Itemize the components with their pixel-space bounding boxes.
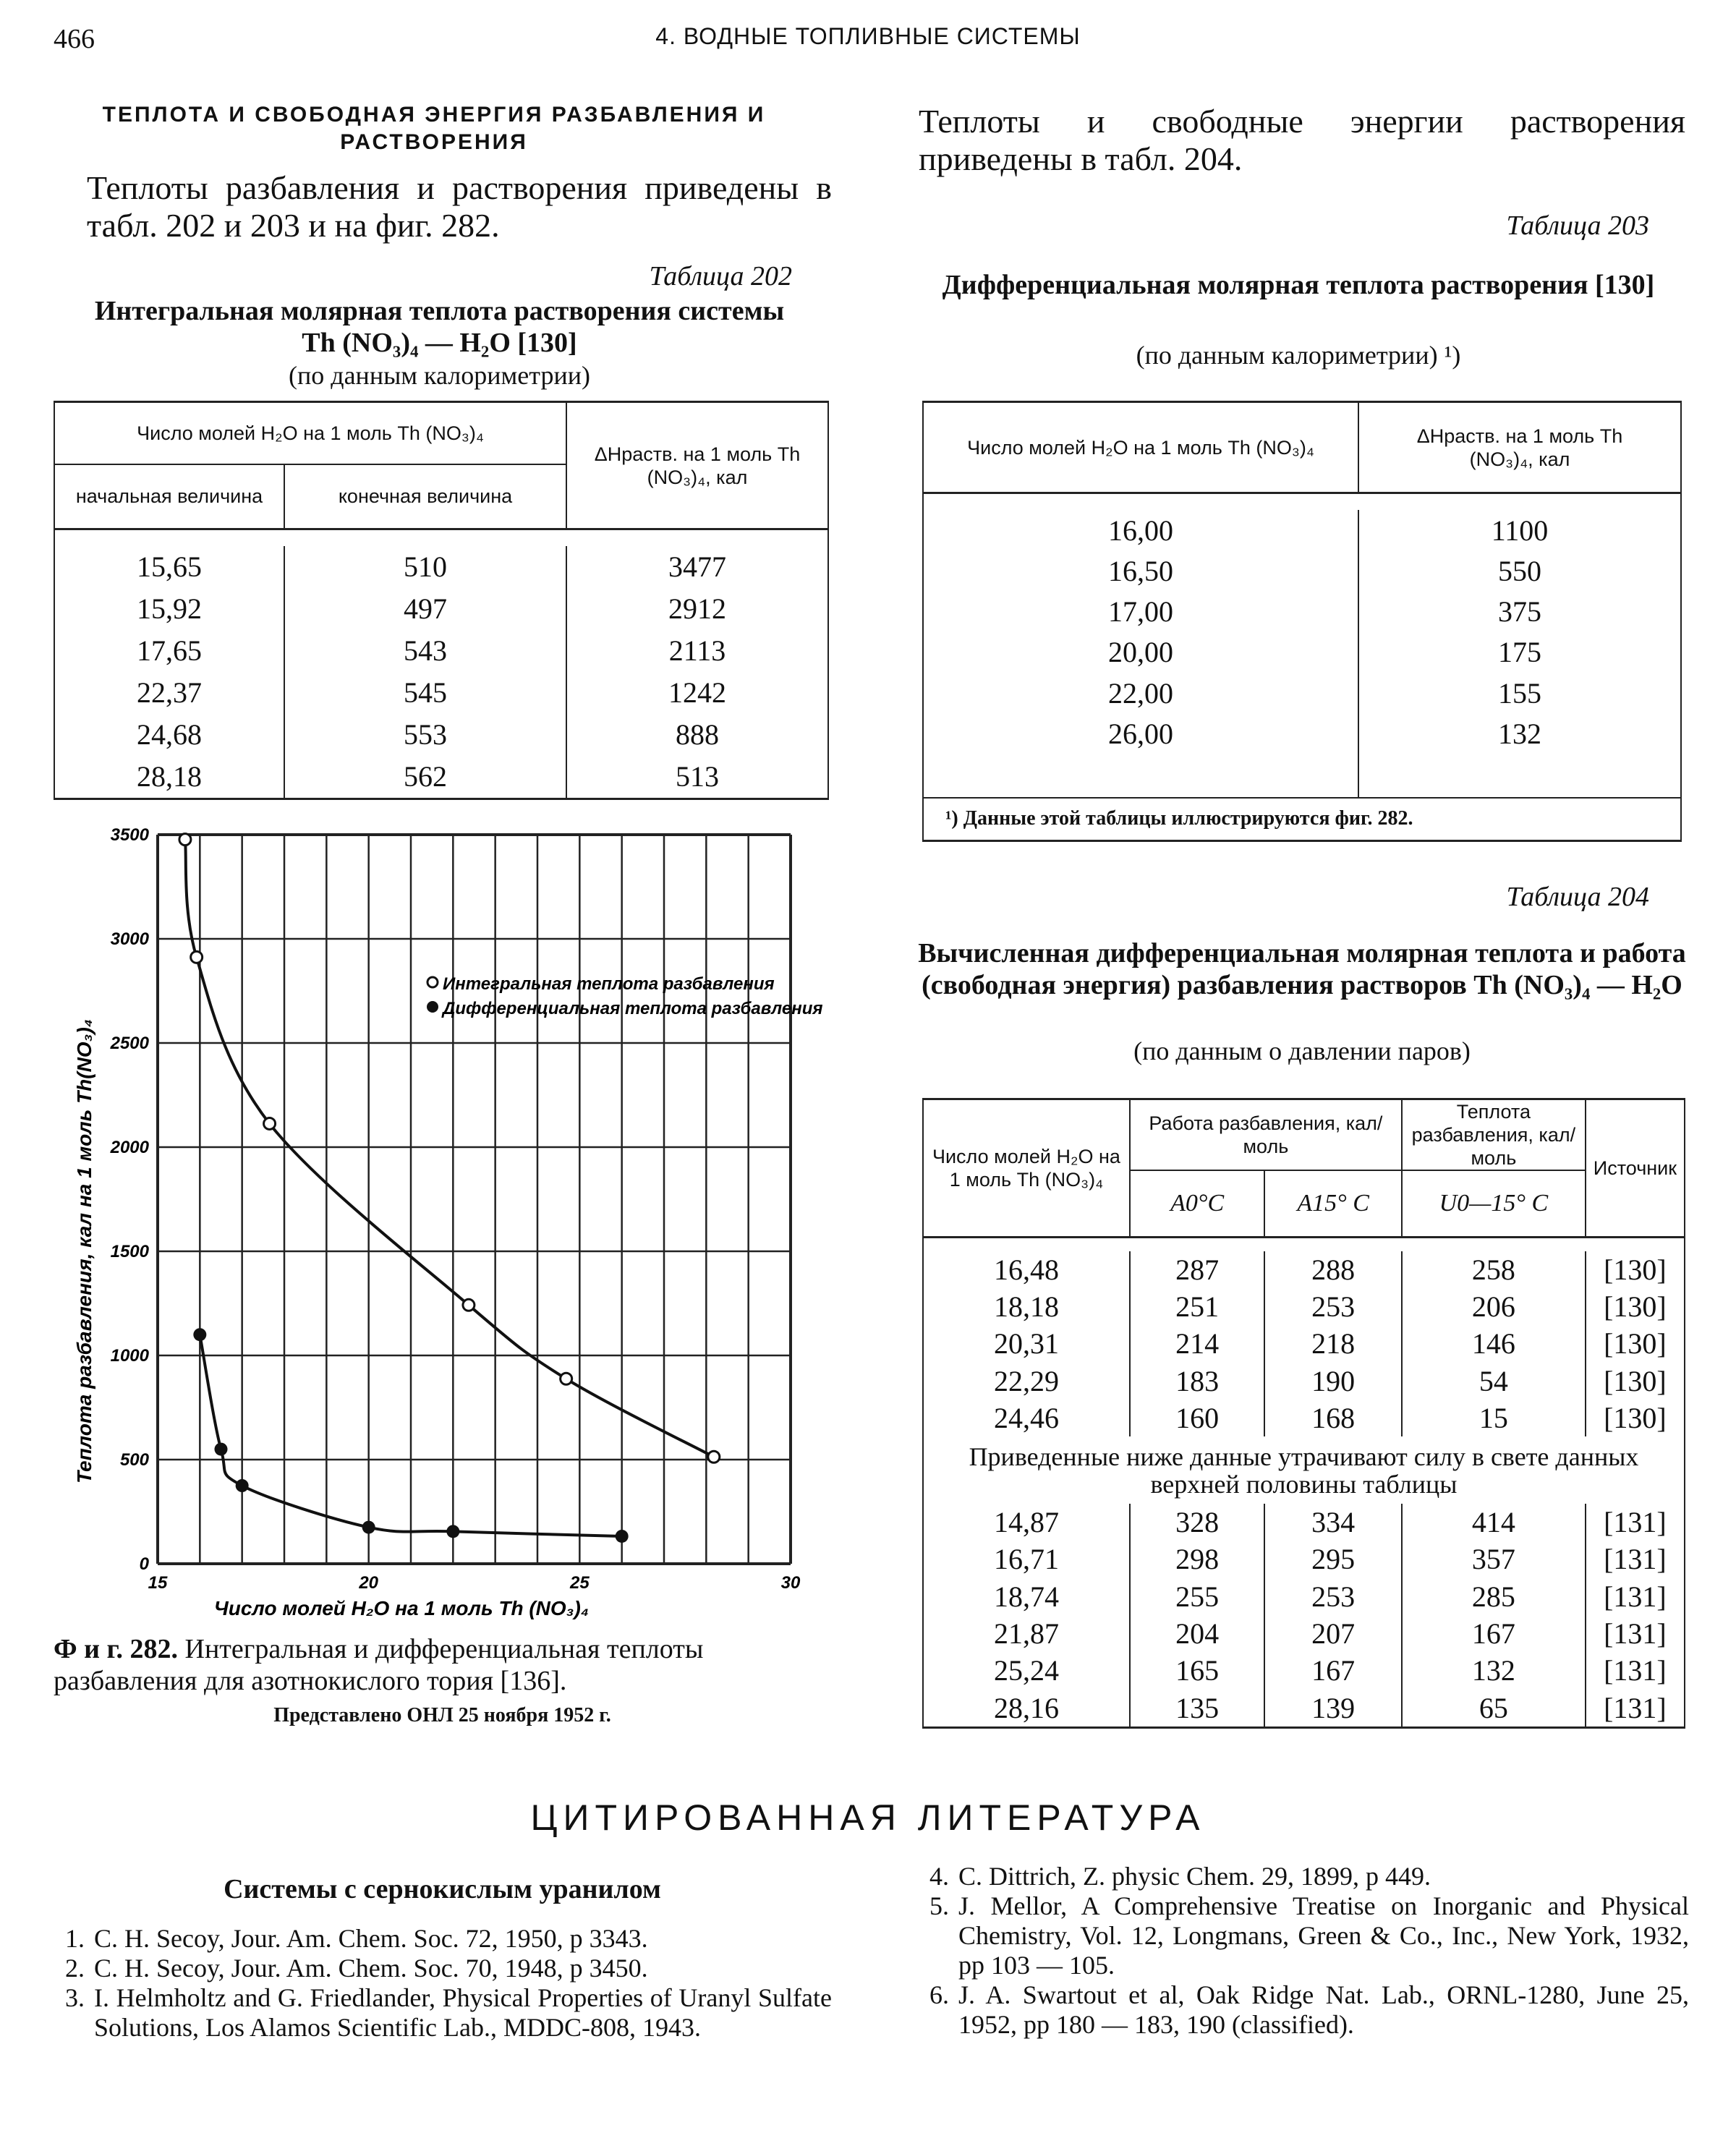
table-204	[922, 1098, 1685, 1729]
references-subheading: Системы с сернокислым уранилом	[224, 1874, 661, 1904]
x-tick-label: 15	[148, 1573, 168, 1593]
integral-point	[191, 951, 203, 963]
table202-label: Таблица 202	[649, 261, 792, 291]
x-tick-label: 25	[569, 1573, 590, 1593]
y-tick-label: 2500	[110, 1034, 149, 1053]
figure-caption-label: Ф и г. 282.	[54, 1634, 179, 1664]
x-tick-label: 30	[780, 1573, 801, 1593]
table-row: 18,18 251 253 206 [130]	[923, 1288, 1685, 1325]
differential-point	[236, 1479, 249, 1492]
figure-caption-text: Интегральная и дифференциальная теплоты разбавления для азотнокислого тория [136].	[54, 1634, 704, 1696]
left-intro: Теплоты разбавления и растворения приведены в табл. 202 и 203 и на фиг. 282.	[87, 169, 832, 244]
col-src-header: Источник	[1593, 1157, 1677, 1179]
running-title: 4. ВОДНЫЕ ТОПЛИВНЫЕ СИСТЕМЫ	[655, 23, 1081, 49]
list-item: 3. I. Helmholtz and G. Friedlander, Physical Properties of Uranyl Sulfate Solutions, Los Alamos Scientific Lab., MDDC-808, 1943.	[65, 1983, 832, 2042]
section-title: ТЕПЛОТА И СВОБОДНАЯ ЭНЕРГИЯ РАЗБАВЛЕНИЯ И РАСТВОРЕНИЯ	[102, 103, 766, 154]
integral-point	[179, 834, 191, 846]
differential-point	[616, 1530, 629, 1543]
integral-point	[561, 1373, 572, 1384]
list-item: 6. J. A. Swartout et al, Oak Ridge Nat. Lab., ORNL-1280, June 25, 1952, pp 180 — 183, 190 (classified).	[929, 1980, 1689, 2039]
table204-subtitle: (по данным о давлении паров)	[1133, 1036, 1471, 1065]
references-right-list	[929, 1862, 1689, 2040]
legend-integral-marker	[427, 977, 438, 987]
table203-subtitle: (по данным калориметрии) ¹)	[1136, 341, 1461, 370]
col2-header: ΔHраств. на 1 моль Th (NO₃)₄, кал	[1416, 425, 1623, 470]
table-row: 22,00 155	[923, 673, 1681, 713]
references-left-list	[65, 1924, 832, 2043]
list-item: 2. C. H. Secoy, Jour. Am. Chem. Soc. 70, 1948, p 3450.	[65, 1954, 648, 1983]
figure-282-chart	[14, 817, 839, 1620]
chart-ylabel: Теплота разбавления, кал на 1 моль Th(NO₃)₄	[73, 1018, 95, 1484]
legend-integral-label: Интегральная теплота разбавления	[443, 974, 775, 994]
table-row: 28,18 562 513	[54, 756, 828, 798]
col-u-header: U0—15° C	[1402, 1170, 1586, 1237]
table-row: 15,65 510 3477	[54, 546, 828, 588]
y-tick-label: 1500	[110, 1242, 149, 1261]
table-row: 24,68 553 888	[54, 714, 828, 756]
col-initial-header: начальная величина	[54, 464, 284, 529]
table-row: 14,87 328 334 414 [131]	[923, 1504, 1685, 1541]
y-tick-label: 3500	[110, 825, 149, 845]
col-group-header: Число молей H₂O на 1 моль Th (NO₃)₄	[54, 402, 566, 464]
table-row: 24,46 160 168 15 [130]	[923, 1400, 1685, 1436]
table204-label: Таблица 204	[1506, 882, 1649, 912]
integral-point	[708, 1451, 720, 1462]
table-row: 25,24 165 167 132 [131]	[923, 1652, 1685, 1689]
table-row: 16,48 287 288 258 [130]	[923, 1251, 1685, 1288]
table-row: 16,00 1100	[923, 510, 1681, 550]
chart-xlabel: Число молей H₂O на 1 моль Th (NO₃)₄	[213, 1597, 590, 1619]
figure-submitted-note: Представлено ОНЛ 25 ноября 1952 г.	[273, 1704, 611, 1726]
x-tick-label: 20	[359, 1573, 379, 1593]
list-item: 4. C. Dittrich, Z. physic Chem. 29, 1899, p 449.	[929, 1862, 1431, 1891]
y-tick-label: 2000	[110, 1138, 149, 1157]
col-heat-header: Теплота разбавления, кал/моль	[1402, 1099, 1586, 1171]
references-heading: ЦИТИРОВАННАЯ ЛИТЕРАТУРА	[530, 1797, 1206, 1838]
col-a15-header: A15° C	[1264, 1170, 1402, 1237]
differential-point	[215, 1443, 228, 1456]
table-row: 21,87 204 207 167 [131]	[923, 1615, 1685, 1652]
table-row: 20,31 214 218 146 [130]	[923, 1325, 1685, 1362]
table202-title: Интегральная молярная теплота растворения системы Th (NO₃)₄ — H₂O [130]	[94, 296, 785, 358]
table-row: 17,65 543 2113	[54, 630, 828, 672]
table-row: 16,71 298 295 357 [131]	[923, 1541, 1685, 1577]
differential-point	[446, 1525, 459, 1538]
y-tick-label: 1000	[110, 1346, 149, 1366]
differential-point	[193, 1328, 206, 1341]
table-row: 16,50 550	[923, 550, 1681, 591]
differential-point	[362, 1521, 375, 1534]
list-item: 5. J. Mellor, A Comprehensive Treatise on Inorganic and Physical Chemistry, Vol. 12, Longmans, Green & Co., Inc., New York, 1932, pp 103 — 105.	[929, 1891, 1689, 1980]
integral-curve	[185, 840, 714, 1457]
table-row: 26,00 132	[923, 713, 1681, 754]
right-intro: Теплоты и свободные энергии растворения приведены в табл. 204.	[919, 103, 1685, 177]
table-row: 28,16 135 139 65 [131]	[923, 1690, 1685, 1728]
col-dh-header: ΔHраств. на 1 моль Th (NO₃)₄, кал	[594, 443, 801, 488]
table204-note: Приведенные ниже данные утрачивают силу в свете данных верхней половины таблицы	[969, 1442, 1639, 1499]
table203-footnote: ¹) Данные этой таблицы иллюстрируются фиг. 282.	[923, 798, 1681, 841]
col-final-header: конечная величина	[284, 464, 566, 529]
table-202	[54, 401, 829, 800]
table-row: 15,92 497 2912	[54, 588, 828, 630]
y-tick-label: 3000	[110, 929, 149, 949]
page-number: 466	[54, 24, 95, 54]
legend-differential-marker	[427, 1001, 438, 1013]
integral-point	[463, 1299, 475, 1311]
y-tick-label: 0	[139, 1554, 149, 1574]
table-row: 18,74 255 253 285 [131]	[923, 1577, 1685, 1614]
col1-header: Число молей H₂O на 1 моль Th (NO₃)₄	[923, 402, 1358, 493]
table-row: 20,00 175	[923, 632, 1681, 673]
table-row: 22,37 545 1242	[54, 672, 828, 714]
y-tick-label: 500	[119, 1450, 149, 1470]
list-item: 1. C. H. Secoy, Jour. Am. Chem. Soc. 72, 1950, p 3343.	[65, 1924, 648, 1953]
col-a0-header: A0°C	[1130, 1170, 1265, 1237]
table204-title: Вычисленная дифференциальная молярная теплота и работа (свободная энергия) разбавления растворов Th (NO₃)₄ — H₂O	[918, 938, 1686, 1000]
table202-subtitle: (по данным калориметрии)	[289, 361, 590, 390]
table-row: 22,29 183 190 54 [130]	[923, 1363, 1685, 1400]
integral-point	[264, 1117, 276, 1129]
table203-label: Таблица 203	[1506, 210, 1649, 241]
table-row: 17,00 375	[923, 592, 1681, 632]
legend-differential-label: Дифференциальная теплота разбавления	[443, 999, 823, 1018]
figure-caption	[54, 1633, 831, 1697]
col1-header: Число молей H₂O на 1 моль Th (NO₃)₄	[923, 1099, 1130, 1238]
table203-title: Дифференциальная молярная теплота растворения [130]	[942, 270, 1655, 300]
table-203	[922, 401, 1682, 842]
col-work-header: Работа разбавления, кал/моль	[1130, 1099, 1402, 1171]
